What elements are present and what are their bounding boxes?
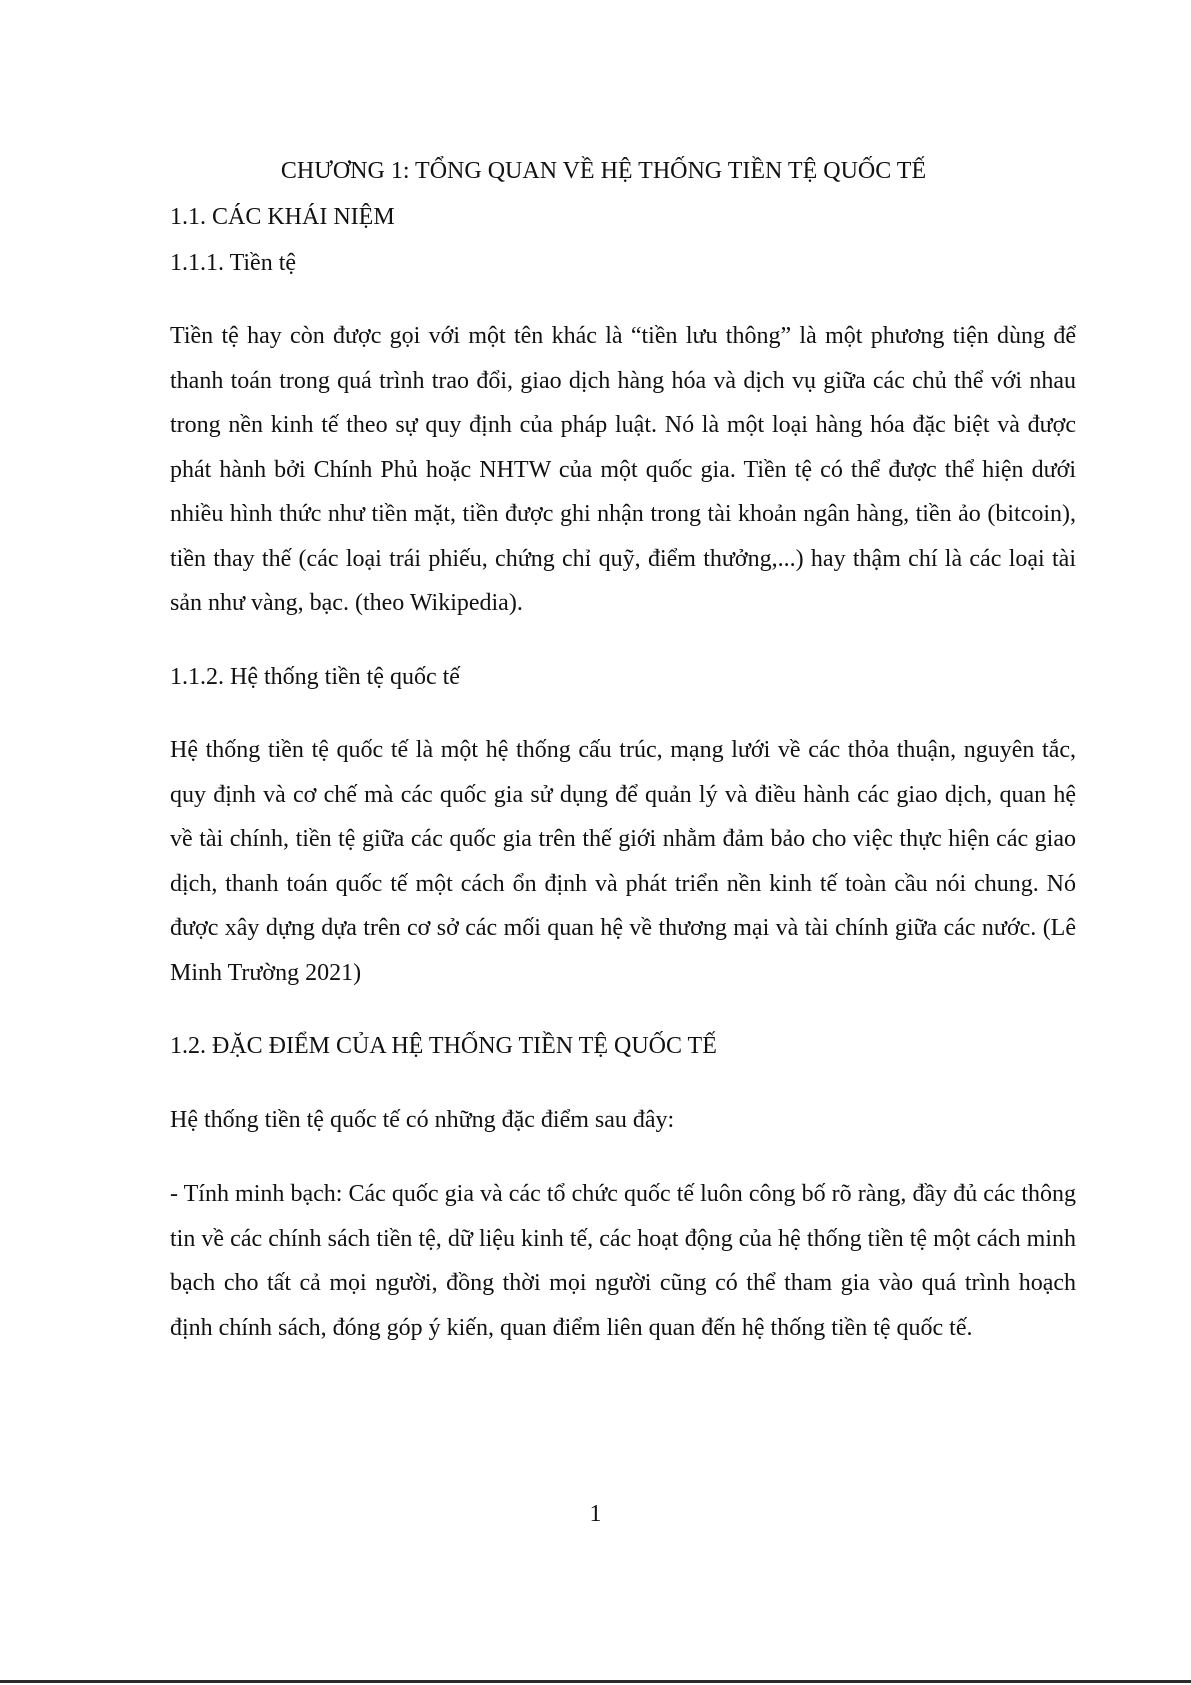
paragraph-he-thong-tien-te: Hệ thống tiền tệ quốc tế là một hệ thống cấu trúc, mạng lưới về các thỏa thuận, nguyên tắc, quy định và cơ chế mà các quốc gia sử dụng để quản lý và điều hành các giao dịch, quan hệ về tài chính, tiền tệ giữa các quốc gia trên thế giới nhằm đảm bảo cho việc thực hiện các giao dịch, thanh toán quốc tế một cách ổn định và phát triển nền kinh tế toàn cầu nói chung. Nó được xây dựng dựa trên cơ sở các mối quan hệ về thương mại và tài chính giữa các nước. (Lê Minh Trường 2021) (170, 737, 1076, 986)
section-heading-1-1-2: 1.1.2. Hệ thống tiền tệ quốc tế (170, 664, 460, 690)
page-bottom-divider (0, 1680, 1191, 1683)
page-number: 1 (589, 1501, 602, 1527)
list-item-tinh-minh-bach: - Tính minh bạch: Các quốc gia và các tổ chức quốc tế luôn công bố rõ ràng, đầy đủ các thông tin về các chính sách tiền tệ, dữ liệu kinh tế, các hoạt động của hệ thống tiền tệ một cách minh bạch cho tất cả mọi người, đồng thời mọi người cũng có thể tham gia vào quá trình hoạch định chính sách, đóng góp ý kiến, quan điểm liên quan đến hệ thống tiền tệ quốc tế. (170, 1181, 1076, 1341)
section-heading-1-1-1: 1.1.1. Tiền tệ (170, 250, 297, 276)
paragraph-dac-diem-intro: Hệ thống tiền tệ quốc tế có những đặc điểm sau đây: (170, 1107, 675, 1133)
chapter-title: CHƯƠNG 1: TỔNG QUAN VỀ HỆ THỐNG TIỀN TỆ QUỐC TẾ (280, 158, 927, 184)
section-heading-1-1: 1.1. CÁC KHÁI NIỆM (170, 204, 395, 230)
section-heading-1-2: 1.2. ĐẶC ĐIỂM CỦA HỆ THỐNG TIỀN TỆ QUỐC TẾ (170, 1033, 717, 1059)
paragraph-tien-te: Tiền tệ hay còn được gọi với một tên khác là “tiền lưu thông” là một phương tiện dùng để thanh toán trong quá trình trao đổi, giao dịch hàng hóa và dịch vụ giữa các chủ thể với nhau trong nền kinh tế theo sự quy định của pháp luật. Nó là một loại hàng hóa đặc biệt và được phát hành bởi Chính Phủ hoặc NHTW của một quốc gia. Tiền tệ có thể được thể hiện dưới nhiều hình thức như tiền mặt, tiền được ghi nhận trong tài khoản ngân hàng, tiền ảo (bitcoin), tiền thay thế (các loại trái phiếu, chứng chỉ quỹ, điểm thưởng,...) hay thậm chí là các loại tài sản như vàng, bạc. (theo Wikipedia). (170, 323, 1076, 616)
